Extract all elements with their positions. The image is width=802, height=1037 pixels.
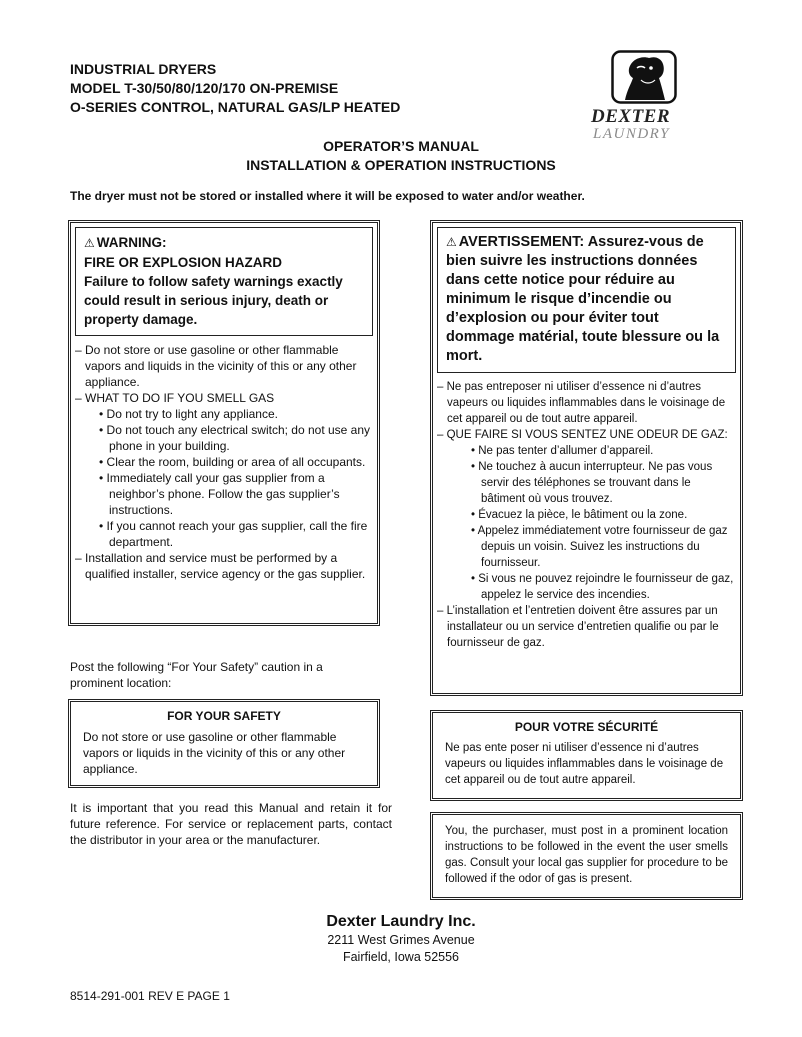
- warning-statement-fr: Assurez-vous de bien suivre les instructions données dans cette notice pour réduire au minimum le risque d’incendie ou d’explosion ou pour éviter tout dommage matérial, toute blessure ou la mort.: [446, 234, 720, 364]
- document-title: [70, 60, 400, 117]
- company-city: Fairfield, Iowa 52556: [342, 950, 460, 964]
- warning-list-fr: [437, 379, 736, 651]
- warning-header-fr: [437, 227, 736, 373]
- company-name: Dexter Laundry Inc.: [326, 913, 476, 930]
- safety-title-fr: POUR VOTRE SÉCURITÉ: [514, 720, 659, 734]
- warning-box-fr: [430, 220, 743, 696]
- post-caution-note: Post the following “For Your Safety” caution in a prominent location:: [70, 660, 323, 690]
- safety-box-fr: [430, 710, 743, 801]
- manual-title-line-2: INSTALLATION & OPERATION INSTRUCTIONS: [246, 157, 556, 173]
- list-item: • Do not touch any electrical switch; do not use any phone in your building.: [99, 423, 371, 453]
- manual-title: [0, 137, 802, 175]
- title-line-1: INDUSTRIAL DRYERS: [70, 61, 217, 77]
- list-item: • Clear the room, building or area of all occupants.: [99, 455, 366, 469]
- warning-triangle-icon: ⚠: [446, 235, 457, 249]
- list-item: • Si vous ne pouvez rejoindre le fournisseur de gaz, appelez le service des incendies.: [471, 573, 734, 601]
- list-item: – Do not store or use gasoline or other flammable vapors and liquids in the vicinity of this or any other appliance.: [75, 343, 357, 389]
- list-item: – Ne pas entreposer ni utiliser d’essence ni d’autres vapeurs ou liquides inflammables dans le voisinage de cet appareil ou de tout autre appareil.: [437, 381, 726, 425]
- horse-head-icon: [611, 50, 677, 104]
- warning-label: WARNING:: [96, 235, 167, 250]
- warning-triangle-icon: ⚠: [84, 236, 95, 250]
- title-line-2: MODEL T-30/50/80/120/170 ON-PREMISE: [70, 80, 339, 96]
- list-item: – Installation and service must be performed by a qualified installer, service agency or the gas supplier.: [75, 551, 366, 581]
- list-item: – L’installation et l’entretien doivent être assures par un installateur ou un service d’entretien qualifie ou par le fournisseur de gaz.: [437, 605, 719, 649]
- logo-brand: DEXTER: [591, 106, 671, 127]
- warning-statement-en: Failure to follow safety warnings exactly could result in serious injury, death or property damage.: [84, 274, 343, 327]
- company-address: 2211 West Grimes Avenue: [327, 933, 475, 947]
- title-line-3: O-SERIES CONTROL, NATURAL GAS/LP HEATED: [70, 99, 401, 115]
- manual-title-line-1: OPERATOR’S MANUAL: [323, 138, 479, 154]
- safety-title-en: FOR YOUR SAFETY: [167, 709, 281, 723]
- list-item: • Ne pas tenter d’allumer d’appareil.: [471, 445, 654, 457]
- list-item: • Do not try to light any appliance.: [99, 407, 278, 421]
- safety-body-fr: Ne pas ente poser ni utiliser d’essence ni d’autres vapeurs ou liquides inflammables dans le voisinage de cet appareil ou de tout autre appareil.: [445, 742, 724, 786]
- list-item: • Ne touchez à aucun interrupteur. Ne pas vous servir des téléphones se trouvant dans le bâtiment où vous trouvez.: [471, 461, 713, 505]
- list-item: • Appelez immédiatement votre fournisseur de gaz depuis un voisin. Suivez les instructions du fournisseur.: [471, 525, 728, 569]
- retain-manual-note: It is important that you read this Manual and retain it for future reference. For service or replacement parts, contact the distributor in your area or the manufacturer.: [70, 801, 392, 847]
- list-item: – WHAT TO DO IF YOU SMELL GAS: [75, 391, 275, 405]
- purchaser-note-box: [430, 812, 743, 900]
- purchaser-note: You, the purchaser, must post in a prominent location instructions to be followed in the event the user smells gas. Consult your local gas supplier for procedure to be followed if the odor of gas is present.: [445, 825, 728, 885]
- warning-box-en: [68, 220, 380, 626]
- list-item: • Immediately call your gas supplier from a neighbor’s phone. Follow the gas supplier’s instructions.: [99, 471, 340, 517]
- list-item: – QUE FAIRE SI VOUS SENTEZ UNE ODEUR DE GAZ:: [437, 429, 728, 441]
- warning-header-en: [75, 227, 373, 336]
- storage-note: The dryer must not be stored or installed where it will be exposed to water and/or weather.: [70, 189, 585, 203]
- logo-subbrand: LAUNDRY: [593, 126, 670, 142]
- page-footer: 8514-291-001 REV E PAGE 1: [70, 989, 230, 1003]
- dexter-logo: [583, 50, 703, 150]
- hazard-title: FIRE OR EXPLOSION HAZARD: [84, 255, 283, 270]
- warning-list-en: [75, 342, 373, 582]
- warning-label-fr: AVERTISSEMENT:: [458, 234, 585, 250]
- safety-box-en: [68, 699, 380, 788]
- safety-body-en: Do not store or use gasoline or other flammable vapors or liquids in the vicinity of this or any other appliance.: [83, 730, 346, 776]
- company-info: [0, 912, 802, 966]
- list-item: • Évacuez la pièce, le bâtiment ou la zone.: [471, 509, 688, 521]
- list-item: • If you cannot reach your gas supplier, call the fire department.: [99, 519, 368, 549]
